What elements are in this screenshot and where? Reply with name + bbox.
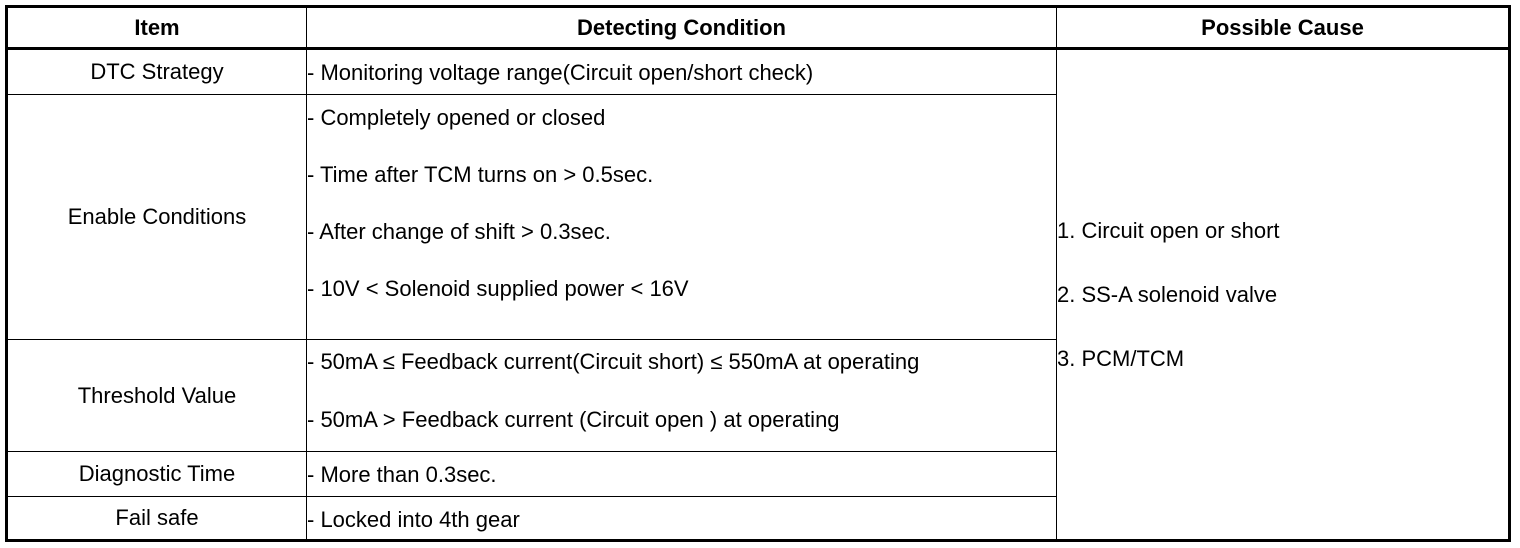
condition-cell <box>307 95 1057 340</box>
item-dtc-strategy: DTC Strategy <box>7 49 307 95</box>
condition-line: - Locked into 4th gear <box>307 507 520 532</box>
header-possible-cause: Possible Cause <box>1057 7 1510 49</box>
condition-line: - Completely opened or closed <box>307 105 606 130</box>
condition-line: - 50mA ≤ Feedback current(Circuit short) ≤ 550mA at operating <box>307 349 920 374</box>
condition-cell <box>307 340 1057 452</box>
condition-line: - More than 0.3sec. <box>307 462 497 487</box>
item-fail-safe: Fail safe <box>7 497 307 541</box>
cause-line: 1. Circuit open or short <box>1057 217 1280 243</box>
condition-cell <box>307 49 1057 95</box>
condition-line: - 10V < Solenoid supplied power < 16V <box>307 276 689 301</box>
header-detecting-condition: Detecting Condition <box>307 7 1057 49</box>
header-item: Item <box>7 7 307 49</box>
condition-cell <box>307 497 1057 541</box>
item-diagnostic-time: Diagnostic Time <box>7 452 307 497</box>
possible-cause-cell <box>1057 49 1510 541</box>
table-header-row <box>7 7 1510 49</box>
condition-line: - After change of shift > 0.3sec. <box>307 219 611 244</box>
condition-line: - Monitoring voltage range(Circuit open/short check) <box>307 60 814 85</box>
dtc-spec-table <box>5 5 1511 542</box>
table-row <box>7 49 1510 95</box>
cause-line: 3. PCM/TCM <box>1057 345 1185 371</box>
condition-line: - 50mA > Feedback current (Circuit open ) at operating <box>307 407 840 432</box>
cause-line: 2. SS-A solenoid valve <box>1057 281 1278 307</box>
item-enable-conditions: Enable Conditions <box>7 95 307 340</box>
item-threshold-value: Threshold Value <box>7 340 307 452</box>
condition-cell <box>307 452 1057 497</box>
condition-line: - Time after TCM turns on > 0.5sec. <box>307 162 654 187</box>
